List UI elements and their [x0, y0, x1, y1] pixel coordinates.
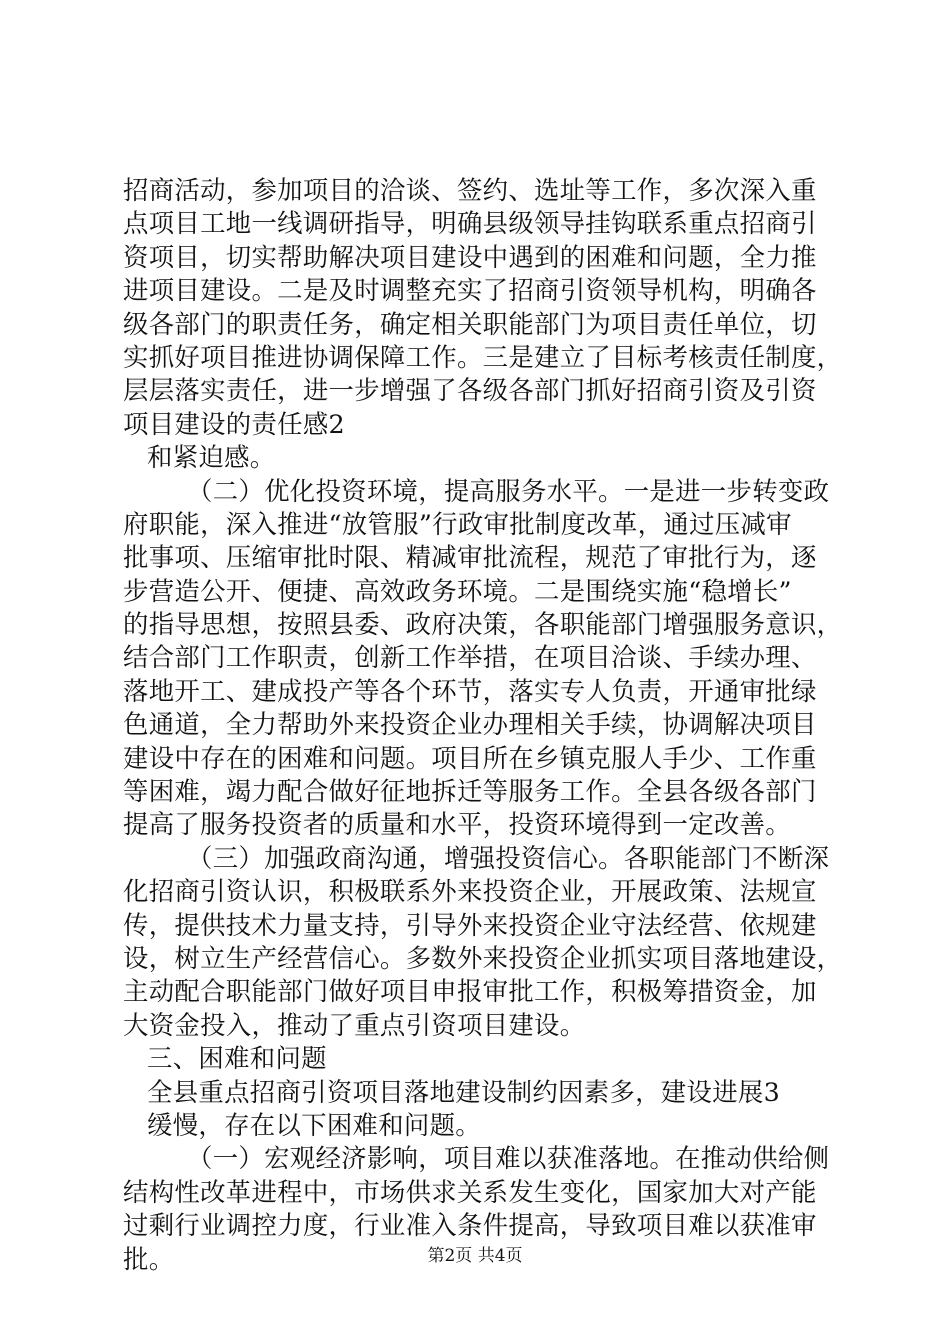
text-line: 设，树立生产经营信心。多数外来投资企业抓实项目落地建设， — [123, 942, 843, 973]
text-line: 色通道，全力帮助外来投资企业办理相关手续，协调解决项目 — [123, 709, 817, 740]
text-line: （三）加强政商沟通，增强投资信心。各职能部门不断深 — [187, 842, 830, 873]
text-line: 结构性改革进程中，市场供求关系发生变化，国家加大对产能 — [123, 1176, 817, 1207]
page-footer: 第2页 共4页 — [427, 1246, 523, 1266]
text-line: 等困难，竭力配合做好征地拆迁等服务工作。全县各级各部门 — [123, 776, 817, 807]
text-line: 化招商引资认识，积极联系外来投资企业，开展政策、法规宣 — [123, 876, 817, 907]
text-line: 招商活动，参加项目的洽谈、签约、选址等工作，多次深入重 — [123, 175, 817, 205]
text-line: （二）优化投资环境，提高服务水平。一是进一步转变政 — [187, 475, 830, 506]
text-line: 层层落实责任，进一步增强了各级各部门抓好招商引资及引资 — [123, 375, 817, 406]
body-text — [123, 174, 843, 1276]
text-line: 主动配合职能部门做好项目申报审批工作，积极筹措资金，加 — [123, 976, 817, 1007]
text-line: 批事项、压缩审批时限、精减审批流程，规范了审批行为，逐 — [123, 542, 817, 573]
text-line: 步营造公开、便捷、高效政务环境。二是围绕实施“稳增长” — [123, 575, 792, 606]
text-line: 府职能，深入推进“放管服”行政审批制度改革，通过压减审 — [123, 508, 792, 539]
text-line: 全县重点招商引资项目落地建设制约因素多，建设进展3 — [147, 1076, 781, 1107]
text-line: 和紧迫感。 — [147, 442, 276, 473]
text-line: 实抓好项目推进协调保障工作。三是建立了目标考核责任制度， — [123, 341, 843, 372]
text-line: 建设中存在的困难和问题。项目所在乡镇克服人手少、工作重 — [123, 742, 817, 773]
text-line: 三、困难和问题 — [147, 1043, 327, 1074]
text-line: 结合部门工作职责，创新工作举措，在项目洽谈、手续办理、 — [123, 642, 817, 673]
text-line: 提高了服务投资者的质量和水平，投资环境得到一定改善。 — [123, 809, 791, 840]
text-line: 点项目工地一线调研指导，明确县级领导挂钩联系重点招商引 — [123, 208, 817, 239]
text-line: 级各部门的职责任务，确定相关职能部门为项目责任单位，切 — [123, 308, 817, 339]
text-line: 资项目，切实帮助解决项目建设中遇到的困难和问题，全力推 — [123, 241, 817, 272]
text-line: 大资金投入，推动了重点引资项目建设。 — [123, 1009, 586, 1040]
text-line: 过剩行业调控力度，行业准入条件提高，导致项目难以获准审 — [123, 1210, 817, 1241]
text-line: 缓慢，存在以下困难和问题。 — [147, 1109, 481, 1140]
text-line: 项目建设的责任感2 — [123, 408, 345, 439]
text-line: 的指导思想，按照县委、政府决策，各职能部门增强服务意识， — [123, 609, 843, 640]
text-line: 批。 — [123, 1243, 175, 1274]
text-line: 落地开工、建成投产等各个环节，落实专人负责，开通审批绿 — [123, 675, 817, 706]
text-line: （一）宏观经济影响，项目难以获准落地。在推动供给侧 — [187, 1143, 830, 1174]
text-line: 传，提供技术力量支持，引导外来投资企业守法经营、依规建 — [123, 909, 817, 940]
text-line: 进项目建设。二是及时调整充实了招商引资领导机构，明确各 — [123, 275, 817, 306]
